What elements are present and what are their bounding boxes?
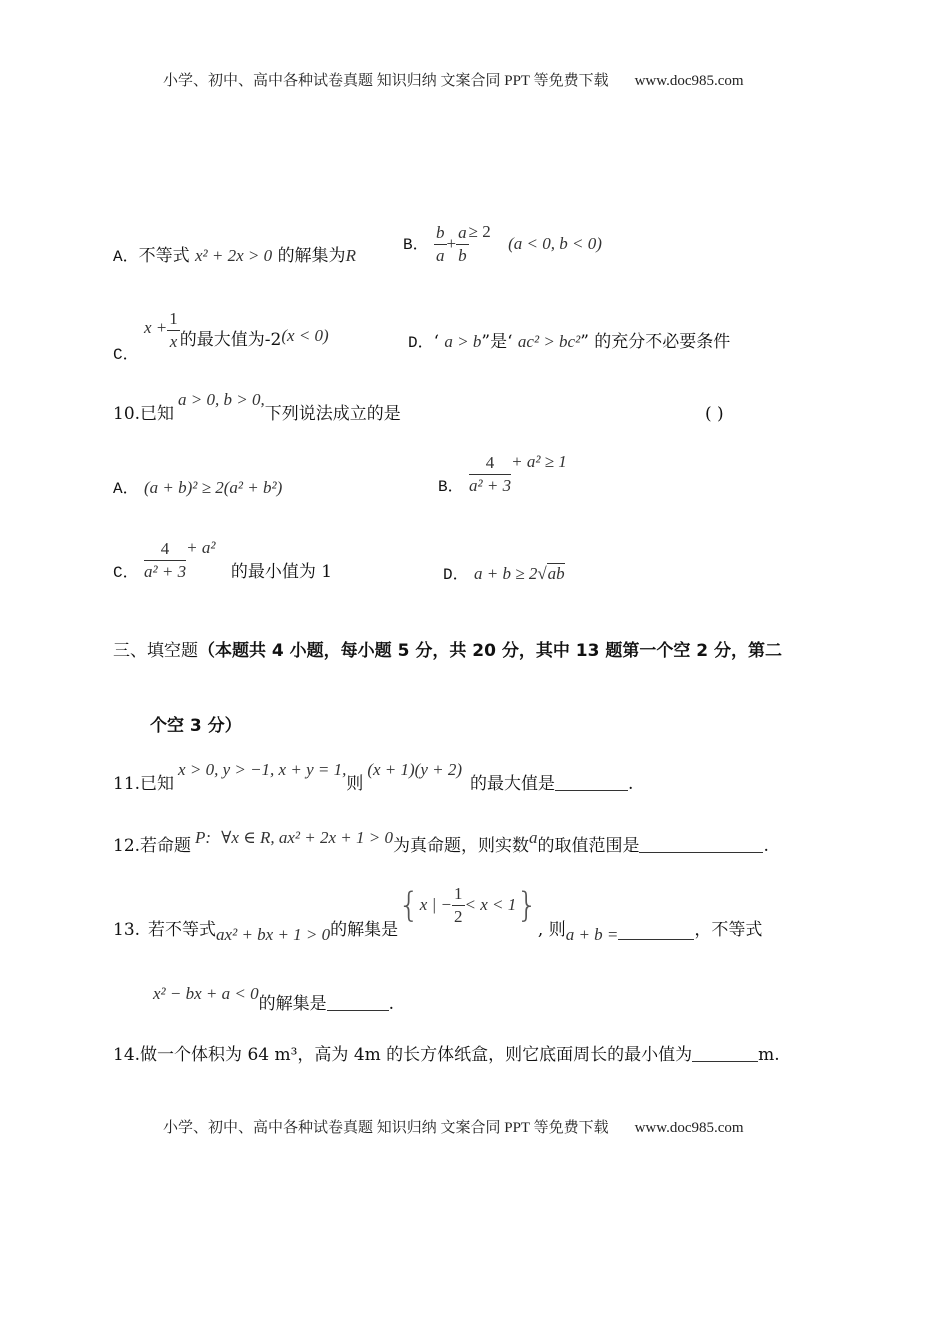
option-label: A． <box>113 480 139 498</box>
quote: ”是‘ <box>481 332 513 352</box>
q10-option-d <box>443 564 565 585</box>
section-heading-cont <box>150 711 242 736</box>
math-expr: a > b <box>444 332 482 351</box>
math-expr: x | − <box>419 895 452 914</box>
question-text: 已知 <box>140 774 175 794</box>
question-text: 的解集是 <box>258 994 327 1014</box>
question-text: 已知 <box>140 404 175 424</box>
math-condition: (x < 0) <box>281 326 329 345</box>
sqrt-icon: √ <box>537 564 547 583</box>
question-text: 的最大值是 <box>470 774 556 794</box>
question-text: 为真命题，则实数 <box>392 836 529 856</box>
option-label: B． <box>438 478 464 496</box>
question-text: 的取值范围是 <box>537 836 640 856</box>
plus-sign: + <box>446 234 457 253</box>
option-label: C． <box>113 346 139 364</box>
page-header <box>163 69 744 90</box>
period: . <box>388 994 395 1014</box>
question-text: , 则 <box>537 920 566 940</box>
q10-option-a <box>113 478 282 499</box>
q14 <box>113 1045 780 1065</box>
math-expr: < x < 1 <box>464 895 517 914</box>
fraction: $\frac{4}{\text{a² + 3}}$ <box>144 539 187 581</box>
math-var: R <box>345 246 356 265</box>
q10-stem <box>113 390 401 424</box>
math-relation: ≥ 2 <box>468 222 491 241</box>
math-expr: ∀x ∈ R, ax² + 2x + 1 > 0 <box>221 828 393 847</box>
option-text: 的解集为 <box>277 246 346 266</box>
q10-option-b <box>438 452 567 497</box>
question-number: 14. <box>113 1045 141 1065</box>
page-footer <box>163 1116 744 1137</box>
fraction: $\frac{1}{2}$ <box>454 884 463 926</box>
answer-blank[interactable] <box>692 1045 758 1062</box>
fraction: $\frac{4}{\text{a² + 3}}$ <box>469 453 512 495</box>
math-expr: x² − bx + a < 0 <box>153 984 259 1003</box>
section-desc: 个空 3 分） <box>150 716 242 736</box>
quote: ‘ <box>433 332 440 352</box>
math-expr: (a + b)² ≥ 2(a² + b²) <box>144 478 283 497</box>
option-label: A． <box>113 248 139 266</box>
answer-blank[interactable] <box>555 774 628 791</box>
q12 <box>113 828 769 856</box>
fraction: $\frac{b}{a}$ <box>436 223 445 265</box>
unit-text: m. <box>758 1045 780 1065</box>
option-label: D． <box>408 334 434 352</box>
math-var: a <box>528 828 538 847</box>
right-brace-icon: } <box>516 885 538 926</box>
fraction: $\frac{1}{x}$ <box>169 309 178 351</box>
header-text: 小学、初中、高中各种试卷真题 知识归纳 文案合同 PPT 等免费下载 <box>163 73 609 89</box>
question-number: 12. <box>113 836 141 856</box>
question-text: 则 <box>346 774 364 794</box>
answer-blank[interactable] <box>618 923 694 940</box>
question-number: 10. <box>113 404 141 424</box>
option-text: 的最大值为-2 <box>179 330 282 350</box>
math-expr: a + b = <box>565 925 619 944</box>
math-expr: + a² <box>186 538 216 557</box>
question-text: 若命题 <box>140 836 192 856</box>
section-heading <box>113 636 782 661</box>
proposition-label: P: <box>195 828 212 847</box>
question-text: 做一个体积为 64 m³，高为 4m 的长方体纸盒，则它底面周长的最小值为 <box>140 1045 693 1065</box>
math-expr: ab <box>547 564 565 583</box>
q11 <box>113 760 634 794</box>
header-url[interactable]: www.doc985.com <box>634 73 744 89</box>
q9-option-c <box>113 308 329 364</box>
question-number: 11. <box>113 774 141 794</box>
math-condition: x > 0, y > −1, x + y = 1, <box>178 760 347 779</box>
question-number: 13. <box>113 920 141 940</box>
q9-option-a <box>113 246 356 267</box>
math-expr: + a² ≥ 1 <box>511 452 567 471</box>
option-label: C． <box>113 564 139 582</box>
option-text: 的最小值为 1 <box>230 562 333 582</box>
math-condition: a > 0, b > 0, <box>178 390 265 409</box>
answer-bracket[interactable]: ( ) <box>705 404 724 424</box>
footer-text: 小学、初中、高中各种试卷真题 知识归纳 文案合同 PPT 等免费下载 <box>163 1120 609 1136</box>
q13-line2 <box>153 984 395 1014</box>
math-expr: ax² + bx + 1 > 0 <box>216 925 331 944</box>
math-condition: (a < 0, b < 0) <box>508 234 602 253</box>
answer-blank[interactable] <box>327 994 389 1011</box>
period: . <box>628 774 634 794</box>
q9-option-d <box>408 332 730 353</box>
section-title: 三、填空题 <box>113 641 198 661</box>
math-expr: (x + 1)(y + 2) <box>367 760 463 779</box>
math-expr: x + <box>144 318 168 337</box>
option-text: 不等式 <box>138 246 190 266</box>
quote: ” <box>580 332 589 352</box>
footer-url[interactable]: www.doc985.com <box>634 1120 744 1136</box>
option-text: 的充分不必要条件 <box>594 332 731 352</box>
answer-blank[interactable] <box>639 836 763 853</box>
option-label: D． <box>443 566 469 584</box>
section-desc: （本题共 4 小题，每小题 5 分，共 20 分，其中 13 题第一个空 2 分，第二 <box>198 641 782 661</box>
question-text: ，不等式 <box>694 920 763 940</box>
left-brace-icon: { <box>398 885 420 926</box>
q9-option-b <box>403 222 602 267</box>
math-expr: ac² > bc² <box>517 332 581 351</box>
math-expr: x² + 2x > 0 <box>195 246 273 265</box>
q13 <box>113 883 763 944</box>
q10-option-c <box>113 538 332 583</box>
math-expr: a + b ≥ 2 <box>474 564 538 583</box>
option-label: B． <box>403 236 429 254</box>
question-text: 下列说法成立的是 <box>264 404 401 424</box>
fraction: $\frac{a}{b}$ <box>458 223 467 265</box>
question-text: 若不等式 <box>148 920 217 940</box>
question-text: 的解集是 <box>330 920 399 940</box>
period: . <box>763 836 769 856</box>
